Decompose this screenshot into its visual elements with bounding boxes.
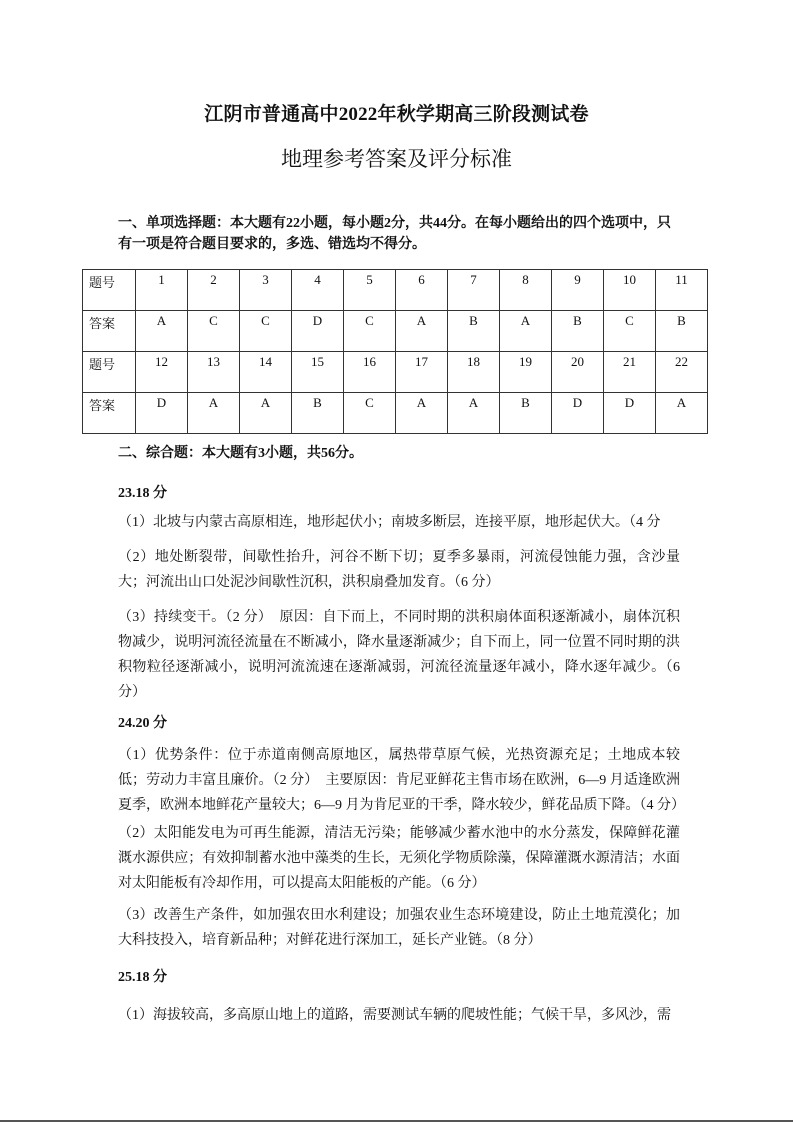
answer-cell: C	[344, 393, 396, 434]
row-label: 题号	[83, 270, 136, 311]
answer-table	[82, 269, 708, 434]
question-number: 3	[240, 270, 292, 311]
answer-cell: A	[396, 393, 448, 434]
answer-cell: A	[240, 393, 292, 434]
answer-cell: A	[656, 393, 708, 434]
table-row-answers-1	[83, 311, 708, 352]
question-23-part-2: （2）地处断裂带，间歇性抬升，河谷不断下切；夏季多暴雨，河流侵蚀能力强，含沙量大；河流出山口处泥沙间歇性沉积，洪积扇叠加发育。（6 分）	[118, 550, 680, 590]
question-number: 20	[552, 352, 604, 393]
section1-heading: 一、单项选择题：本大题有22小题，每小题2分，共44分。在每小题给出的四个选项中，只有一项是符合题目要求的，多选、错选均不得分。	[118, 216, 671, 252]
question-number: 13	[188, 352, 240, 393]
question-number: 10	[604, 270, 656, 311]
question-number: 19	[500, 352, 552, 393]
question-number: 2	[188, 270, 240, 311]
question-number: 5	[344, 270, 396, 311]
question-number: 1	[136, 270, 188, 311]
question-25-part-1: （1）海拔较高，多高原山地上的道路，需要测试车辆的爬坡性能；气候干旱，多风沙，需	[118, 1008, 671, 1023]
answer-cell: B	[552, 311, 604, 352]
answer-cell: D	[292, 311, 344, 352]
row-label: 答案	[83, 393, 136, 434]
answer-cell: D	[552, 393, 604, 434]
question-25-heading: 25.18 分	[118, 970, 167, 985]
question-number: 14	[240, 352, 292, 393]
question-number: 17	[396, 352, 448, 393]
table-row-numbers-2	[83, 352, 708, 393]
answer-cell: A	[448, 393, 500, 434]
table-row-answers-2	[83, 393, 708, 434]
answer-cell: B	[448, 311, 500, 352]
question-number: 12	[136, 352, 188, 393]
question-number: 16	[344, 352, 396, 393]
row-label: 题号	[83, 352, 136, 393]
answer-cell: C	[240, 311, 292, 352]
question-24-heading: 24.20 分	[118, 716, 167, 731]
question-number: 11	[656, 270, 708, 311]
question-number: 9	[552, 270, 604, 311]
answer-cell: D	[136, 393, 188, 434]
question-23-part-3: （3）持续变干。（2 分） 原因：自下而上，不同时期的洪积扇体面积逐渐减小，扇体沉积物减少，说明河流径流量在不断减小，降水量逐渐减少；自下而上，同一位置不同时期的洪积物粒径逐渐减小，说明河流流速在逐渐减弱，河流径流量逐年减小，降水逐年减少。（6 分）	[118, 610, 680, 700]
question-24-part-3: （3）改善生产条件，如加强农田水利建设；加强农业生态环境建设，防止土地荒漠化；加大科技投入，培育新品种；对鲜花进行深加工，延长产业链。（8 分）	[118, 908, 680, 948]
question-24-part-1: （1）优势条件：位于赤道南侧高原地区，属热带草原气候，光热资源充足；土地成本较低；劳动力丰富且廉价。（2 分） 主要原因：肯尼亚鲜花主售市场在欧洲，6—9 月适逢欧洲夏季，欧洲本地鲜花产量较大；6—9 月为肯尼亚的干季，降水较少，鲜花品质下降。（4 分）	[118, 748, 685, 813]
question-number: 4	[292, 270, 344, 311]
row-label: 答案	[83, 311, 136, 352]
answer-cell: A	[396, 311, 448, 352]
question-number: 6	[396, 270, 448, 311]
answer-cell: B	[656, 311, 708, 352]
answer-cell: B	[292, 393, 344, 434]
document-subtitle: 地理参考答案及评分标准	[281, 147, 512, 171]
question-number: 21	[604, 352, 656, 393]
answer-cell: A	[500, 311, 552, 352]
question-24-part-2: （2）太阳能发电为可再生能源，清洁无污染；能够减少蓄水池中的水分蒸发，保障鲜花灌溉水源供应；有效抑制蓄水池中藻类的生长，无须化学物质除藻，保障灌溉水源清洁；水面对太阳能板有冷却作用，可以提高太阳能板的产能。（6 分）	[118, 826, 680, 891]
question-23-part-1: （1）北坡与内蒙古高原相连，地形起伏小；南坡多断层，连接平原，地形起伏大。（4 分	[118, 515, 661, 530]
answer-cell: A	[188, 393, 240, 434]
answer-cell: A	[136, 311, 188, 352]
answer-cell: D	[604, 393, 656, 434]
question-23-heading: 23.18 分	[118, 486, 167, 501]
question-number: 22	[656, 352, 708, 393]
question-number: 15	[292, 352, 344, 393]
answer-cell: C	[344, 311, 396, 352]
document-title: 江阴市普通高中2022年秋学期高三阶段测试卷	[204, 104, 589, 125]
question-number: 18	[448, 352, 500, 393]
answer-cell: C	[604, 311, 656, 352]
answer-cell: B	[500, 393, 552, 434]
answer-cell: C	[188, 311, 240, 352]
question-number: 8	[500, 270, 552, 311]
section2-heading: 二、综合题：本大题有3小题，共56分。	[118, 446, 363, 461]
question-number: 7	[448, 270, 500, 311]
table-row-numbers-1	[83, 270, 708, 311]
